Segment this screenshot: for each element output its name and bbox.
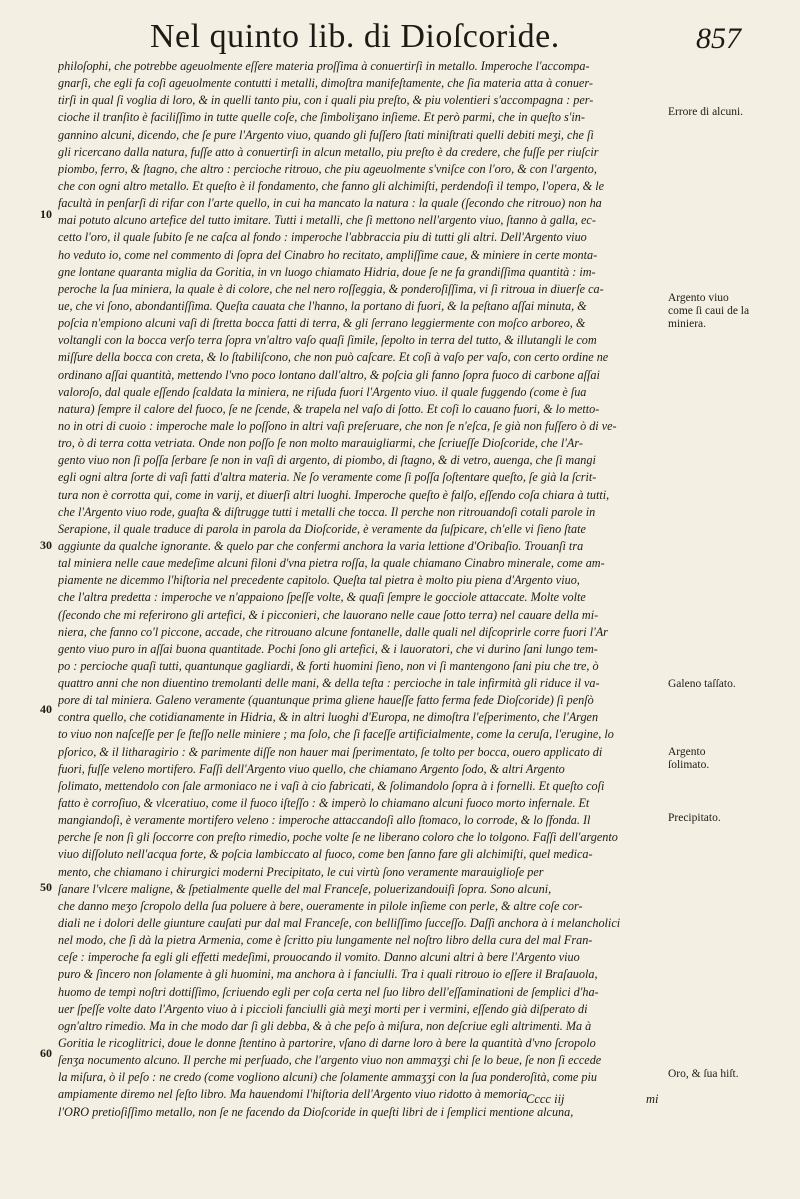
- text-line: Goritia le ricoglitrici, doue le donne ſtentino à partorire, vſano di darne loro à bere la quantità d'vno ſcropolo: [58, 1036, 596, 1051]
- running-header: [0, 8, 800, 56]
- text-line: che con ogni altro metallo. Et queſto è il fondamento, che fanno gli alchimiſti, perdendoſi il tempo, l'opera, & le: [58, 178, 604, 193]
- text-line: che danno meʒo ſcropolo della ſua poluere à bere, oueramente in pilole inſieme con perle, & altre coſe cor-: [58, 898, 583, 913]
- line-number: 30: [40, 538, 52, 552]
- text-line: (ſecondo che mi referirono gli artefici, & i picconieri, che lauorano nelle caue ſotto terra) nel cauare della mi-: [58, 607, 599, 622]
- text-line: miſſure della bocca con creta, & lo ſtabiliſcono, che non può caſcare. Et coſi à vaſo per vaſo, con certo ordine ne: [58, 350, 609, 365]
- text-line: fatto è corroſiuo, & vlceratiuo, come il fuoco iſteſſo : & imperò lo chiamano alcuni fuoco morto infernale. Et: [58, 796, 590, 811]
- text-line: gne lontane quaranta miglia da Goritia, in vn luogo chiamato Hidria, doue ſe ne fa grandiſſima quantità : im-: [58, 264, 596, 279]
- text-line: po : percioche quaſi tutti, quantunque gagliardi, & forti huomini ſieno, non vi ſi mantengono ſani piu che tre, ò: [58, 658, 599, 673]
- text-line: peroche la ſua miniera, la quale è di colore, che nel nero roſſeggia, & ponderoſiſſima, vi ſi ritroua in diuerſe ca-: [58, 281, 604, 296]
- text-line: ho veduto io, come nel commento di ſopra del Cinabro ho recitato, ampliſſime caue, & miniere in certe monta-: [58, 247, 598, 262]
- page-number: 857: [696, 22, 741, 55]
- text-line: aggiunte da qualche ignorante. & quelo par che confermi anchora la varia lettione d'Oribaſio. Trouanſi tra: [58, 538, 584, 553]
- text-line: gannino alcuni, dicendo, che ſe pure l'Argento viuo, quando gli fuſſero ſtati miniſtrati quelli debiti meʒi, che ſi: [58, 127, 594, 142]
- text-line: fuori, fuſſe veleno mortifero. Faſſi dell'Argento viuo quello, che chiamano Argento ſodo, & altri Argento: [58, 761, 565, 776]
- text-line: che l'Argento viuo rode, guaſta & diſtrugge tutti i metalli che tocca. Il perche non ritrouandoſi cotali parole in: [58, 504, 596, 519]
- text-line: la miſura, ò il peſo : ne credo (come vogliono alcuni) che ſolamente ammaʒʒi con la ſua ponderoſità, come piu: [58, 1070, 597, 1085]
- catchword: mi: [646, 1092, 659, 1106]
- text-line: ampiamente diremo nel ſeſto libro. Ma hauendomi l'hiſtoria dell'Argento viuo ridotto à memoria: [58, 1087, 528, 1102]
- text-line: pore di tal miniera. Galeno veramente (quantunque prima gliene haueſſe fatto ferma fede Dioſcoride) ſi penſò: [58, 693, 594, 708]
- text-line: che l'altra predetta : imperoche ve n'appaiono ſpeſſe volte, & quaſi ſempre le gocciole attaccate. Molte volte: [58, 590, 586, 605]
- text-line: tro, ò di terra cotta vetriata. Onde non poſſo ſe non molto marauigliarmi, che ſcriueſſe Dioſcoride, che l'Ar-: [58, 436, 583, 451]
- text-line: cioche il tranſito è faciliſſimo in tutte quelle coſe, che ſimboliʒano inſieme. Et però parmi, che in queſto s'in-: [58, 110, 585, 125]
- text-line: ue, che vi ſono, abondantiſſima. Queſta cauata che l'hanno, la portano di fuori, & la peſtano aſſai minuta, &: [58, 298, 587, 313]
- text-line: ceſe : imperoche fa egli gli effetti medeſimi, prouocando il vomito. Danno alcuni altri à bere l'Argento viuo: [58, 950, 580, 965]
- text-line: valoroſo, dal quale eſſendo ſcaldata la miniera, ne riſuda fuori l'Argento viuo. il quale fuggendo (come è ſua: [58, 384, 587, 399]
- margin-note: Errore di alcuni.: [668, 106, 744, 118]
- margin-note: Galeno taſſato.: [668, 678, 736, 690]
- line-number: 40: [40, 702, 52, 716]
- text-line: voltangli con la bocca verſo terra ſopra vn'altro vaſo quaſi ſimile, ſepolto in terra del tutto, & illutangli le com: [58, 333, 597, 348]
- text-line: piombo, ferro, & ſtagno, che altro : percioche ritrouo, che piu ageuolmente s'vniſce con l'oro, & con l'argento,: [58, 161, 597, 176]
- text-line: quattro anni che non diuentino tremolanti delle mani, & della teſta : percioche in tale infirmità gli riduce il va-: [58, 676, 600, 691]
- margin-note: Argento viuo come ſi caui de la miniera.: [668, 292, 750, 330]
- text-line: gnarſi, che egli fa coſi ageuolmente contutti i metalli, dimoſtra manifeſtamente, che ſia materia atta à conuer-: [58, 76, 593, 91]
- text-line: ſanare l'vlcere maligne, & ſpetialmente quelle del mal Franceſe, poluerizandouiſi ſopra. Sono alcuni,: [58, 881, 552, 896]
- text-line: no in otri di cuoio : imperoche male lo poſſono in altri vaſi preſeruare, che non ſe n'eſca, ſe già non fuſſero ò di ve-: [58, 418, 617, 433]
- text-line: gli ricercano dalla natura, fuſſe atto à conuertirſi in alcun metallo, piu preſto è da credere, che fuſſe per riuſcir: [58, 144, 599, 159]
- text-line: mangiandoſi, è veramente mortifero veleno : imperoche attaccandoſi allo ſtomaco, lo corrode, & lo ſfonda. Il: [58, 813, 591, 828]
- line-number: 60: [40, 1046, 52, 1060]
- body-text: [58, 58, 663, 1121]
- text-line: gento viuo non ſi poſſa ſerbare ſe non in vaſi di argento, di piombo, di ſtagno, & di vetro, auenga, che ſi mangi: [58, 453, 596, 468]
- text-line: mai potuto alcuno artefice del tutto imitare. Tutti i metalli, che ſi mettono nell'argento viuo, ſtanno à galla, ec-: [58, 213, 596, 228]
- text-line: uer ſpeſſe volte dato l'Argento viuo à i piccioli fanciulli già meʒi morti per i vermini, eſſendo già diſperato di: [58, 1001, 588, 1016]
- text-line: pſorico, & il litharagirio : & parimente diſſe non hauer mai ſperimentato, ſe tolto per bocca, ouero applicato di: [58, 744, 603, 759]
- running-title: Nel quinto lib. di Dioſcoride.: [150, 18, 560, 55]
- text-line: niera, che fanno co'l piccone, accade, che ritrouano alcune fontanelle, dalle quali nel diſcoprirle corre fuori l'Ar: [58, 624, 608, 639]
- margin-note: Oro, & ſua hiſt.: [668, 1068, 739, 1080]
- text-line: piamente ne dicemmo l'hiſtoria nel precedente capitolo. Queſta tal pietra è molto piu piena d'Argento viuo,: [58, 573, 580, 588]
- text-line: ſolimato, mettendolo con ſale armoniaco ne i vaſi à cio fabricati, & ſolimandolo ſopra à i fornelli. Et queſto coſi: [58, 778, 605, 793]
- text-line: tura non è corrotta qui, come in varij, et diuerſi altri luoghi. Imperoche queſto è falſo, eſſendo coſa chiara à tutti,: [58, 487, 610, 502]
- text-line: huomo de tempi noſtri dottiſſimo, ſcriuendo egli per coſa certa nel ſuo libro dell'eſſaminationi de ſemplici d'ha-: [58, 984, 599, 999]
- margin-note: Argento ſolimato.: [668, 746, 710, 771]
- text-line: facultà in penſarſi di rifar con l'arte quello, in cui ha mancato la natura : la quale (ſecondo che ritrouo) non ha: [58, 196, 602, 211]
- text-line: contra quello, che cotidianamente in Hidria, & in altri luoghi d'Europa, ne dimoſtra l'eſperimento, che l'Argen: [58, 710, 599, 725]
- text-line: Serapione, il quale traduce di parola in parola da Dioſcoride, è veramente da ſuſpicare, ch'elle vi ſieno ſtate: [58, 521, 586, 536]
- signature-mark: Cccc iij: [526, 1092, 565, 1106]
- text-line: viuo diſſoluto nell'acqua forte, & poſcia lambiccato al fuoco, come ben ſanno fare gli alchimiſti, quel medica-: [58, 847, 593, 862]
- line-number: 10: [40, 207, 52, 221]
- text-line: natura) ſempre il calore del fuoco, ſe ne ſcende, & trapela nel vaſo di ſotto. Et coſi lo cauano fuori, & lo metto-: [58, 401, 600, 416]
- text-line: diali ne i dolori delle giunture cauſati pur dal mal Franceſe, con belliſſimo ſucceſſo. Daſſi anchora à i melancholici: [58, 916, 621, 931]
- text-line: mento, che chiamano i chirurgici moderni Precipitato, le cui virtù ſono veramente marauiglioſe per: [58, 864, 544, 879]
- text-line: nel modo, che ſi dà la pietra Armenia, come è ſcritto piu lungamente nel noſtro libro della cura del mal Fran-: [58, 933, 593, 948]
- text-line: ogn'altro rimedio. Ma in che modo dar ſi gli debba, & à che peſo à miſura, non deſcriue egli altrimenti. Ma à: [58, 1018, 592, 1033]
- text-line: ordinano aſſai quantità, mettendo l'vno poco lontano dall'altro, & poſcia gli fanno ſopra fuoco di carbone aſſai: [58, 367, 600, 382]
- text-line: tirſi in qual ſi voglia di loro, & in quelli tanto piu, con i quali piu preſto, & piu volentieri s'accompagna : per-: [58, 93, 594, 108]
- text-line: egli ogni altra ſorte di vaſi fatti d'altra materia. Ne ſo veramente come ſi poſſa ſoſtentare queſto, ſe già la ſcrit-: [58, 470, 597, 485]
- text-line: gento viuo puro in aſſai buona quantitade. Pochi ſono gli artefici, & i lauoratori, che vi durino ſani lungo tem-: [58, 641, 598, 656]
- text-line: puro & ſincero non ſolamente à gli huomini, ma anchora à i fanciulli. Tra i quali ritrouo io eſſere il Braſauola,: [58, 967, 598, 982]
- text-line: philoſophi, che potrebbe ageuolmente eſſere materia proſſima à conuertirſi in metallo. Imperoche l'accompa-: [58, 59, 590, 73]
- margin-note: Precipitato.: [668, 812, 721, 824]
- text-line: l'ORO pretioſiſſimo metallo, non ſe ne facendo da Dioſcoride in queſti libri de i ſemplici mentione alcuna,: [58, 1104, 574, 1119]
- text-line: to viuo non naſceſſe per ſe ſteſſo nelle miniere ; ma ſolo, che ſi faceſſe artificialmente, come la ceruſa, l'erugine, lo: [58, 727, 614, 742]
- text-line: cetto l'oro, il quale ſubito ſe ne caſca al fondo : imperoche l'abbraccia piu di tutti gli altri. Dell'Argento viuo: [58, 230, 587, 245]
- text-line: poſcia n'empiono alcuni vaſi di ſtretta bocca fatti di terra, & gli ſerrano leggiermente con moſco arboreo, &: [58, 316, 586, 331]
- text-line: perche ſe non ſi gli ſoccorre con preſto rimedio, poche volte ſe ne liberano coloro che lo tolgono. Faſſi dell'argento: [58, 830, 618, 845]
- line-number: 50: [40, 880, 52, 894]
- text-line: tal miniera nelle caue medeſime alcuni filoni d'vna pietra roſſa, la quale chiamano Cinabro minerale, come am-: [58, 556, 605, 571]
- text-line: ſenʒa nocumento alcuno. Il perche mi perſuado, che l'argento viuo non ammaʒʒi chi ſe lo beue, ſe non ſi eccede: [58, 1053, 602, 1068]
